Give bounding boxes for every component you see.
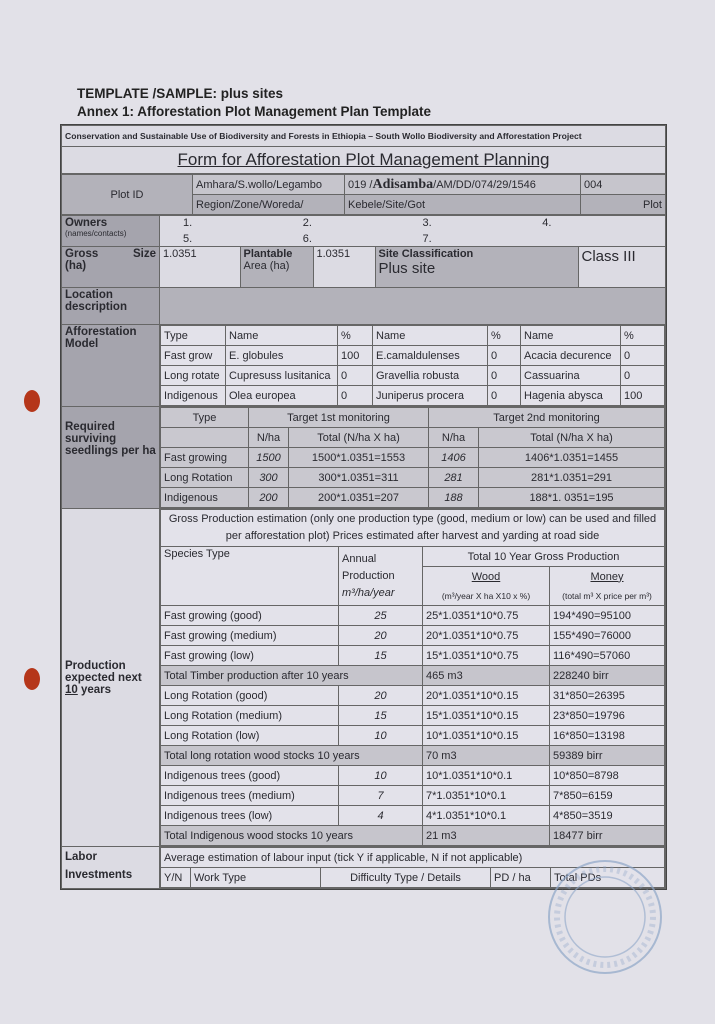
money-cell: 16*850=13198 xyxy=(550,726,665,746)
money-cell: 194*490=95100 xyxy=(550,606,665,626)
labor-header: Difficulty Type / Details xyxy=(321,868,491,888)
model-cell: E.camaldulenses xyxy=(373,346,488,366)
annual-cell: 7 xyxy=(339,786,423,806)
kebele-value: 019 /Adisamba/AM/DD/074/29/1546 xyxy=(345,175,581,195)
model-cell: Acacia decurence xyxy=(521,346,621,366)
wood-cell: 10*1.0351*10*0.15 xyxy=(423,726,550,746)
money-cell: 116*490=57060 xyxy=(550,646,665,666)
model-cell: 100 xyxy=(621,386,665,406)
location-value[interactable] xyxy=(160,288,666,325)
annual-cell: 10 xyxy=(339,726,423,746)
production-total-row xyxy=(161,666,665,686)
model-cell: Gravellia robusta xyxy=(373,366,488,386)
owners-cells[interactable]: 1. 2. 3. 4. 5. 6. 7. xyxy=(160,216,666,247)
seedling-cell: 300*1.0351=311 xyxy=(289,468,429,488)
model-cell: 0 xyxy=(488,346,521,366)
money-header: Money xyxy=(550,567,665,587)
species-cell: Fast growing (medium) xyxy=(161,626,339,646)
model-header: % xyxy=(488,326,521,346)
wood-header: Wood xyxy=(423,567,550,587)
wood-subheader: (m³/year X ha X10 x %) xyxy=(423,586,550,606)
wood-cell: 4*1.0351*10*0.1 xyxy=(423,806,550,826)
total-wood: 70 m3 xyxy=(423,746,550,766)
gross-size-value: 1.0351 xyxy=(160,247,240,287)
money-subheader: (total m³ X price per m³) xyxy=(550,586,665,606)
target1-header: Target 1st monitoring xyxy=(249,408,429,428)
labor-header: Total PDs xyxy=(551,868,665,888)
target2-header: Target 2nd monitoring xyxy=(429,408,665,428)
model-cell: Cassuarina xyxy=(521,366,621,386)
money-cell: 155*490=76000 xyxy=(550,626,665,646)
model-cell: 0 xyxy=(621,366,665,386)
total-money: 59389 birr xyxy=(550,746,665,766)
production-row xyxy=(161,706,665,726)
punch-hole xyxy=(24,668,40,690)
model-cell: Olea europea xyxy=(226,386,338,406)
nha-header: N/ha xyxy=(429,428,479,448)
annual-cell: 4 xyxy=(339,806,423,826)
total-label: Total Timber production after 10 years xyxy=(161,666,423,686)
seedling-cell: Long Rotation xyxy=(161,468,249,488)
model-cell: Fast grow xyxy=(161,346,226,366)
model-header: % xyxy=(338,326,373,346)
model-cell: 0 xyxy=(338,386,373,406)
species-cell: Fast growing (good) xyxy=(161,606,339,626)
seedling-cell: 188 xyxy=(429,488,479,508)
location-label: Location description xyxy=(62,288,160,325)
model-cell: Cupresuss lusitanica xyxy=(226,366,338,386)
total-label: Total Indigenous wood stocks 10 years xyxy=(161,826,423,846)
species-cell: Fast growing (low) xyxy=(161,646,339,666)
gross-size-label: Gross Size (ha) xyxy=(62,247,160,288)
nha-header: N/ha xyxy=(249,428,289,448)
model-cell: 0 xyxy=(621,346,665,366)
money-cell: 31*850=26395 xyxy=(550,686,665,706)
region-value: Amhara/S.wollo/Legambo xyxy=(193,175,345,195)
total-label: Total long rotation wood stocks 10 years xyxy=(161,746,423,766)
species-cell: Long Rotation (medium) xyxy=(161,706,339,726)
seedling-cell: Fast growing xyxy=(161,448,249,468)
seedling-cell: 1500 xyxy=(249,448,289,468)
model-cell: Juniperus procera xyxy=(373,386,488,406)
seedling-cell: 200 xyxy=(249,488,289,508)
model-row xyxy=(161,346,665,366)
money-cell: 4*850=3519 xyxy=(550,806,665,826)
production-row xyxy=(161,626,665,646)
seedling-cell: 1406*1.0351=1455 xyxy=(479,448,665,468)
wood-cell: 20*1.0351*10*0.15 xyxy=(423,686,550,706)
model-cell: 0 xyxy=(338,366,373,386)
species-cell: Indigenous trees (medium) xyxy=(161,786,339,806)
wood-cell: 25*1.0351*10*0.75 xyxy=(423,606,550,626)
species-cell: Long Rotation (low) xyxy=(161,726,339,746)
wood-cell: 15*1.0351*10*0.15 xyxy=(423,706,550,726)
species-type-header: Species Type xyxy=(161,547,339,606)
model-cell: Indigenous xyxy=(161,386,226,406)
seedling-cell: 300 xyxy=(249,468,289,488)
model-cell: 0 xyxy=(488,386,521,406)
model-header: Name xyxy=(521,326,621,346)
production-label: Production expected next 10 years xyxy=(62,509,160,847)
production-row xyxy=(161,766,665,786)
production-total-row xyxy=(161,826,665,846)
region-label: Region/Zone/Woreda/ xyxy=(193,195,345,215)
money-cell: 10*850=8798 xyxy=(550,766,665,786)
total-money: 18477 birr xyxy=(550,826,665,846)
site-classification: Site Classification Plus site xyxy=(375,247,578,287)
model-cell: E. globules xyxy=(226,346,338,366)
seedling-cell: 200*1.0351=207 xyxy=(289,488,429,508)
seedling-cell: 281*1.0351=291 xyxy=(479,468,665,488)
annual-cell: 20 xyxy=(339,626,423,646)
annual-cell: 15 xyxy=(339,706,423,726)
plot-number: 004 xyxy=(581,175,666,195)
production-row xyxy=(161,726,665,746)
seedling-cell: 1406 xyxy=(429,448,479,468)
annual-header: Annual Production m³/ha/year xyxy=(339,547,423,606)
plan-form xyxy=(60,124,667,890)
wood-cell: 7*1.0351*10*0.1 xyxy=(423,786,550,806)
project-name: Conservation and Sustainable Use of Biodiversity and Forests in Ethiopia – South Wollo Biodiversity and Afforestation Project xyxy=(62,126,666,147)
seedling-row xyxy=(161,468,665,488)
labor-label: Labor Investments xyxy=(62,847,160,889)
model-cell: 100 xyxy=(338,346,373,366)
seedlings-label: Required surviving seedlings per ha xyxy=(62,407,160,509)
model-label: Afforestation Model xyxy=(62,325,160,407)
model-cell: Hagenia abysca xyxy=(521,386,621,406)
model-cell: Long rotate xyxy=(161,366,226,386)
model-cell: 0 xyxy=(488,366,521,386)
annual-cell: 10 xyxy=(339,766,423,786)
wood-cell: 15*1.0351*10*0.75 xyxy=(423,646,550,666)
species-cell: Long Rotation (good) xyxy=(161,686,339,706)
official-stamp xyxy=(535,855,675,975)
doc-heading-2: Annex 1: Afforestation Plot Management Plan Template xyxy=(77,104,432,119)
kebele-label: Kebele/Site/Got xyxy=(345,195,581,215)
production-row xyxy=(161,786,665,806)
seedling-row xyxy=(161,488,665,508)
labor-header: Work Type xyxy=(191,868,321,888)
plantable-label: Plantable Area (ha) xyxy=(240,247,313,287)
plot-label: Plot xyxy=(581,195,666,215)
wood-cell: 20*1.0351*10*0.75 xyxy=(423,626,550,646)
punch-hole xyxy=(24,390,40,412)
model-header-row xyxy=(161,326,665,346)
total-header: Total (N/ha X ha) xyxy=(479,428,665,448)
annual-cell: 25 xyxy=(339,606,423,626)
model-header: Type xyxy=(161,326,226,346)
model-row xyxy=(161,366,665,386)
labor-header: PD / ha xyxy=(491,868,551,888)
seedling-cell: 281 xyxy=(429,468,479,488)
production-note: Gross Production estimation (only one production type (good, medium or low) can be used and filled per afforestation plot) Prices estimated after harvest and yarding at road side xyxy=(161,510,665,547)
seedling-cell: 188*1. 0351=195 xyxy=(479,488,665,508)
seedling-row xyxy=(161,448,665,468)
model-row xyxy=(161,386,665,406)
class-value: Class III xyxy=(581,248,636,265)
total-header: Total (N/ha X ha) xyxy=(289,428,429,448)
form-title: Form for Afforestation Plot Management Planning xyxy=(62,147,666,174)
total-10yr-header: Total 10 Year Gross Production xyxy=(423,547,665,567)
doc-heading-1: TEMPLATE /SAMPLE: plus sites xyxy=(77,86,284,101)
money-cell: 7*850=6159 xyxy=(550,786,665,806)
model-header: Name xyxy=(226,326,338,346)
seed-type-header: Type xyxy=(161,408,249,428)
model-header: Name xyxy=(373,326,488,346)
production-row xyxy=(161,686,665,706)
owners-label: Owners (names/contacts) xyxy=(62,216,160,247)
total-wood: 21 m3 xyxy=(423,826,550,846)
total-wood: 465 m3 xyxy=(423,666,550,686)
production-total-row xyxy=(161,746,665,766)
production-row xyxy=(161,606,665,626)
model-header: % xyxy=(621,326,665,346)
labor-header: Y/N xyxy=(161,868,191,888)
total-money: 228240 birr xyxy=(550,666,665,686)
seedling-cell: 1500*1.0351=1553 xyxy=(289,448,429,468)
labor-note: Average estimation of labour input (tick Y if applicable, N if not applicable) xyxy=(161,848,665,868)
plot-id-label: Plot ID xyxy=(62,175,193,215)
species-cell: Indigenous trees (good) xyxy=(161,766,339,786)
annual-cell: 20 xyxy=(339,686,423,706)
wood-cell: 10*1.0351*10*0.1 xyxy=(423,766,550,786)
seedling-cell: Indigenous xyxy=(161,488,249,508)
production-row xyxy=(161,806,665,826)
plantable-value: 1.0351 xyxy=(313,247,375,287)
money-cell: 23*850=19796 xyxy=(550,706,665,726)
species-cell: Indigenous trees (low) xyxy=(161,806,339,826)
annual-cell: 15 xyxy=(339,646,423,666)
production-row xyxy=(161,646,665,666)
